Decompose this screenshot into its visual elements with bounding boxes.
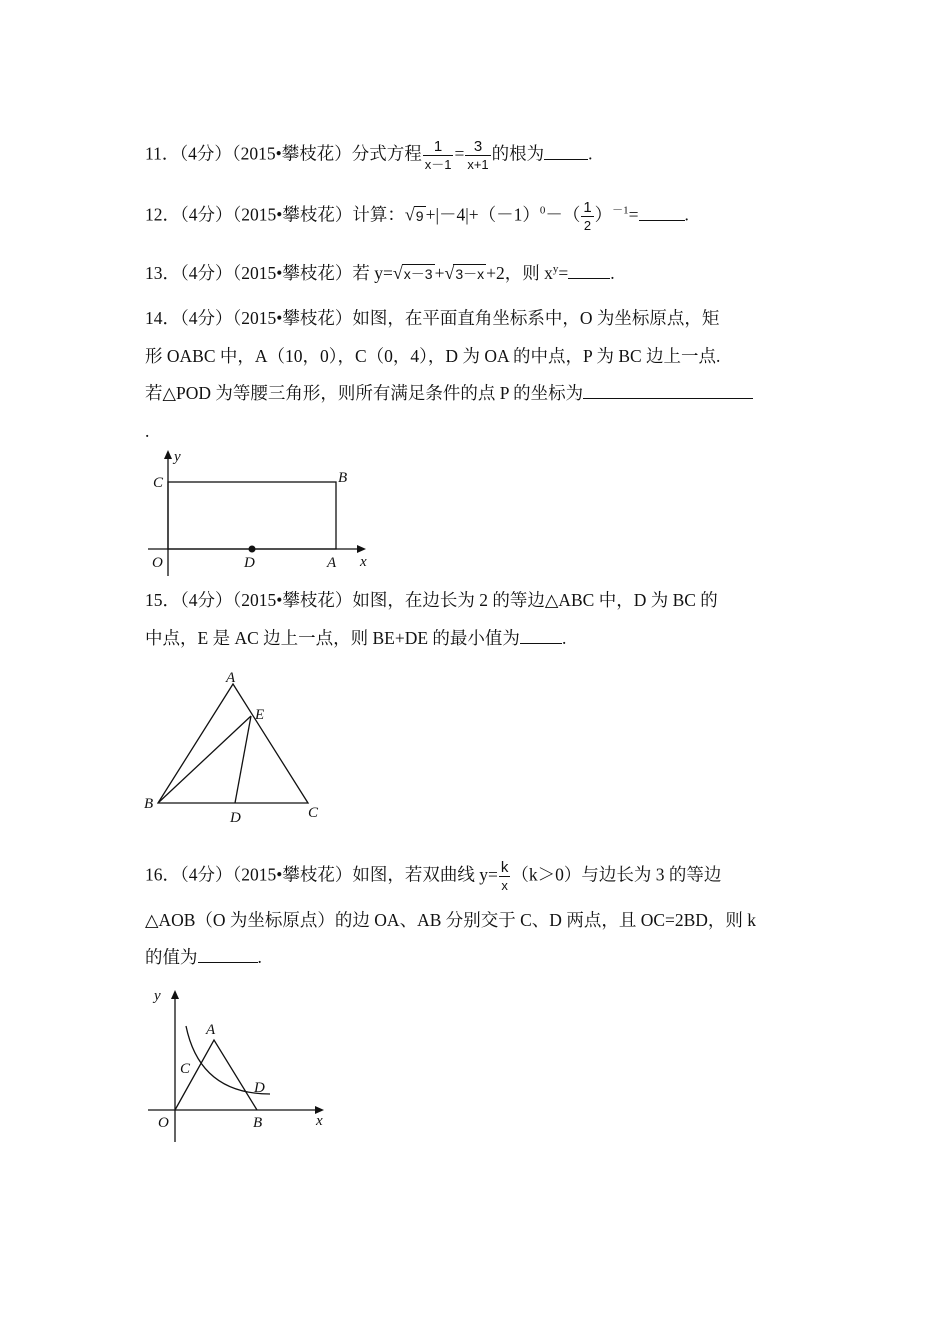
question-12	[145, 199, 689, 234]
q16-figure	[140, 982, 340, 1148]
q16-label-c: C	[180, 1061, 191, 1077]
q16-answer-blank	[198, 946, 258, 963]
q14-line-4: .	[145, 421, 150, 441]
q16-line-3: 的值为	[145, 947, 198, 967]
q15-end: .	[561, 628, 567, 648]
q13-head: 13．（4分）（2015•攀枝花）若 y=	[145, 262, 393, 283]
q14-figure	[140, 446, 380, 578]
q14-label-o: O	[152, 555, 163, 571]
q14-label-y: y	[174, 449, 181, 465]
question-14-line-3	[145, 382, 753, 404]
q16-fraction	[499, 859, 511, 894]
q15-line-2: 中点，E 是 AC 边上一点，则 BE+DE 的最小值为	[145, 628, 520, 648]
q12-radical-sign: √	[404, 204, 415, 225]
q16-line-2: △AOB（O 为坐标原点）的边 OA、AB 分别交于 C、D 两点，且 OC=2BD，则 k	[145, 910, 757, 930]
q11-head: 11．（4分）（2015•攀枝花）分式方程	[145, 143, 422, 164]
q12-equals: =	[628, 204, 639, 225]
q11-tail: 的根为	[491, 143, 545, 164]
q14-line-1: 14．（4分）（2015•攀枝花）如图，在平面直角坐标系中，O 为坐标原点，矩	[145, 308, 720, 328]
q15-figure	[138, 664, 338, 830]
q15-label-e: E	[255, 707, 265, 723]
q13-radical-sign-2: √	[444, 262, 455, 283]
q15-label-b: B	[144, 796, 154, 812]
q13-end: .	[610, 262, 615, 283]
q12-end: .	[684, 204, 689, 225]
q11-fraction-2	[465, 138, 490, 173]
q14-label-x: x	[360, 554, 367, 570]
q16-end: .	[257, 947, 262, 967]
q12-exponent-neg1: －1	[612, 204, 629, 217]
q12-exponent-0: 0	[539, 204, 546, 217]
q12-half-den: 2	[583, 218, 592, 233]
q11-equals: =	[454, 143, 465, 164]
q11-frac2-num: 3	[465, 138, 490, 156]
q14-label-d: D	[244, 555, 255, 571]
q11-frac1-num: 1	[423, 138, 454, 156]
q14-x-arrow	[357, 545, 366, 553]
question-11	[145, 138, 593, 173]
q14-label-c: C	[153, 475, 164, 491]
q14-rectangle-oabc	[168, 482, 336, 549]
q13-radicand-2: 3－x	[455, 265, 485, 282]
question-15-line-2	[145, 627, 566, 649]
q11-end: .	[588, 143, 593, 164]
q12-answer-blank	[639, 204, 685, 221]
q15-label-c: C	[308, 805, 319, 821]
q16-frac-den: x	[501, 878, 508, 893]
q16-frac-num: k	[500, 859, 509, 876]
q14-line-3: 若△POD 为等腰三角形，则所有满足条件的点 P 的坐标为	[145, 383, 584, 403]
q12-half-fraction	[581, 199, 593, 234]
q15-label-a: A	[226, 670, 236, 686]
q13-answer-blank	[568, 262, 610, 279]
q11-fraction-1	[423, 138, 454, 173]
q12-middle: +|－4|+（－1）	[425, 204, 540, 225]
q16-label-x: x	[316, 1113, 323, 1129]
question-16-line-3	[145, 946, 262, 968]
q14-y-arrow	[164, 450, 172, 459]
q13-middle: +2，则 x	[486, 262, 553, 283]
q16-label-a: A	[206, 1022, 216, 1038]
q11-answer-blank	[544, 143, 588, 160]
q13-plus: +	[434, 262, 445, 283]
q13-radicand-1: x－3	[403, 265, 433, 282]
q16-label-d: D	[254, 1080, 265, 1096]
q16-head: 16．（4分）（2015•攀枝花）如图，若双曲线 y=	[145, 864, 498, 885]
q13-equals: =	[558, 262, 569, 283]
q15-triangle-abc	[158, 684, 308, 803]
q16-tail: （k＞0）与边长为 3 的等边	[511, 864, 722, 885]
q11-frac1-den: x－1	[424, 157, 452, 172]
q13-radical-sign-1: √	[392, 262, 403, 283]
q12-half-num: 1	[583, 199, 592, 216]
q15-answer-blank	[520, 627, 562, 644]
q14-point-d	[249, 546, 256, 553]
question-16-line-1	[145, 859, 721, 894]
q14-answer-blank	[583, 382, 753, 399]
q16-label-y: y	[154, 988, 161, 1004]
q13-exponent: y	[552, 263, 559, 275]
q14-label-a: A	[327, 555, 337, 571]
q14-label-b: B	[338, 470, 348, 486]
q12-radicand: 9	[415, 207, 424, 224]
question-13	[145, 258, 615, 284]
q11-frac2-den: x+1	[467, 157, 489, 172]
q12-head: 12．（4分）（2015•攀枝花）计算：	[145, 204, 405, 225]
q15-line-1: 15．（4分）（2015•攀枝花）如图，在边长为 2 的等边△ABC 中，D 为 BC 的	[145, 590, 718, 610]
q14-line-2: 形 OABC 中，A（10，0），C（0，4），D 为 OA 的中点，P 为 BC 边上一点.	[145, 346, 721, 366]
q12-minus-paren: －（	[545, 204, 581, 225]
q15-label-d: D	[230, 810, 241, 826]
q16-label-o: O	[158, 1115, 169, 1131]
q16-label-b: B	[253, 1115, 263, 1131]
q16-y-arrow	[171, 990, 179, 999]
q12-close-paren: ）	[594, 204, 613, 225]
